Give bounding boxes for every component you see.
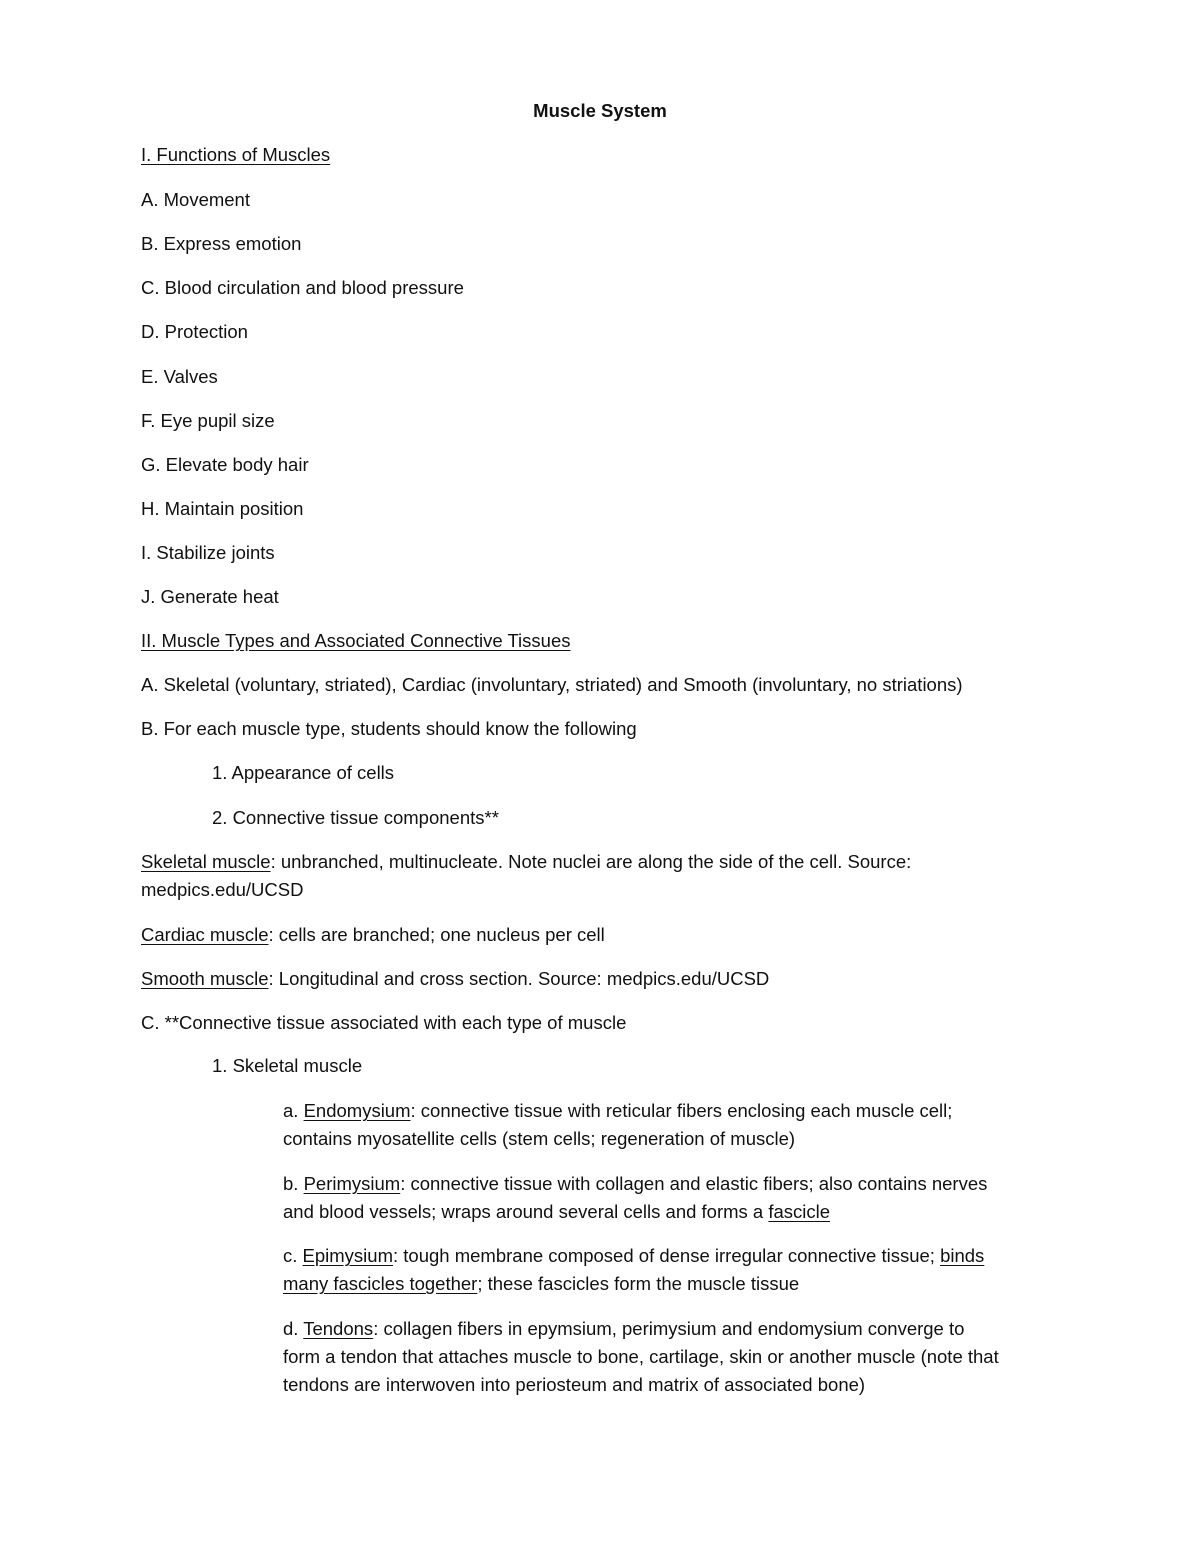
- skeletal-muscle-text: : unbranched, multinucleate. Note nuclei are along the side of the cell. Source:: [270, 851, 912, 872]
- term-cardiac-muscle: Cardiac muscle: [141, 924, 269, 945]
- tendons-text-continued: form a tendon that attaches muscle to bone, cartilage, skin or another muscle (note that: [283, 1346, 999, 1367]
- term-endomysium: Endomysium: [303, 1100, 411, 1121]
- list-item: G. Elevate body hair: [141, 454, 309, 475]
- term-epimysium: Epimysium: [302, 1245, 393, 1266]
- endomysium-text-continued: contains myosatellite cells (stem cells; regeneration of muscle): [283, 1128, 796, 1149]
- list-marker: a.: [283, 1100, 304, 1121]
- paragraph-students-should-know: B. For each muscle type, students should know the following: [141, 718, 637, 739]
- list-item: E. Valves: [141, 366, 218, 387]
- paragraph-muscle-types: A. Skeletal (voluntary, striated), Cardiac (involuntary, striated) and Smooth (involuntary, no striations): [141, 674, 963, 695]
- section-heading-muscle-types: II. Muscle Types and Associated Connective Tissues: [141, 630, 571, 651]
- paragraph-connective-tissue: C. **Connective tissue associated with each type of muscle: [141, 1012, 627, 1033]
- tendons-line: [283, 1315, 964, 1343]
- perimysium-text-continued: [283, 1198, 830, 1226]
- list-item: F. Eye pupil size: [141, 410, 275, 431]
- epimysium-text-2: ; these fascicles form the muscle tissue: [477, 1273, 800, 1294]
- tendons-text: : collagen fibers in epymsium, perimysium and endomysium converge to: [373, 1318, 965, 1339]
- list-item: J. Generate heat: [141, 586, 279, 607]
- list-marker: b.: [283, 1173, 304, 1194]
- endomysium-line: [283, 1097, 952, 1125]
- skeletal-muscle-line: [141, 848, 911, 876]
- term-perimysium: Perimysium: [303, 1173, 401, 1194]
- term-tendons: Tendons: [303, 1318, 374, 1339]
- document-title: Muscle System: [533, 100, 667, 121]
- list-item: H. Maintain position: [141, 498, 304, 519]
- list-item: A. Movement: [141, 189, 250, 210]
- list-marker: c.: [283, 1245, 303, 1266]
- list-item: 1. Skeletal muscle: [212, 1055, 363, 1076]
- list-item: I. Stabilize joints: [141, 542, 275, 563]
- epimysium-text-continued: [283, 1270, 799, 1298]
- cardiac-muscle-line: [141, 921, 605, 949]
- skeletal-muscle-source: medpics.edu/UCSD: [141, 879, 304, 900]
- cardiac-muscle-text: : cells are branched; one nucleus per cell: [268, 924, 605, 945]
- term-binds: binds: [940, 1245, 985, 1266]
- epimysium-line: [283, 1242, 984, 1270]
- endomysium-text: : connective tissue with reticular fibers enclosing each muscle cell;: [410, 1100, 953, 1121]
- list-item: C. Blood circulation and blood pressure: [141, 277, 464, 298]
- epimysium-text: : tough membrane composed of dense irregular connective tissue;: [393, 1245, 941, 1266]
- tendons-text-continued: tendons are interwoven into periosteum and matrix of associated bone): [283, 1374, 866, 1395]
- list-item: 1. Appearance of cells: [212, 762, 395, 783]
- section-heading-functions: I. Functions of Muscles: [141, 144, 331, 165]
- list-marker: d.: [283, 1318, 304, 1339]
- perimysium-text-2: and blood vessels; wraps around several cells and forms a: [283, 1201, 769, 1222]
- term-skeletal-muscle: Skeletal muscle: [141, 851, 271, 872]
- term-smooth-muscle: Smooth muscle: [141, 968, 269, 989]
- term-many-fascicles-together: many fascicles together: [283, 1273, 478, 1294]
- term-fascicle: fascicle: [768, 1201, 831, 1222]
- smooth-muscle-text: : Longitudinal and cross section. Source: medpics.edu/UCSD: [268, 968, 770, 989]
- perimysium-line: [283, 1170, 987, 1198]
- list-item: B. Express emotion: [141, 233, 302, 254]
- perimysium-text: : connective tissue with collagen and elastic fibers; also contains nerves: [400, 1173, 988, 1194]
- list-item: D. Protection: [141, 321, 248, 342]
- list-item: 2. Connective tissue components**: [212, 807, 499, 828]
- smooth-muscle-line: [141, 965, 769, 993]
